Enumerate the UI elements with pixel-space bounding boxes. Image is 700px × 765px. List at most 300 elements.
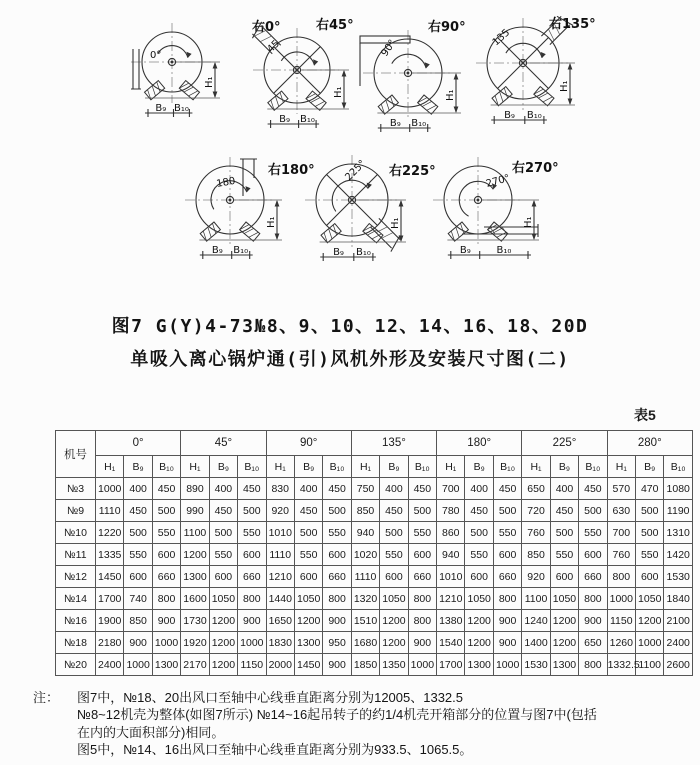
sub-header: B₉ (294, 456, 322, 478)
dim-value-cell: 1050 (380, 588, 408, 610)
inner-angle-label: 45 (265, 38, 283, 56)
dim-value-cell: 1150 (238, 654, 266, 676)
h1-dim-label: H₁ (333, 86, 344, 98)
dim-value-cell: 500 (636, 522, 664, 544)
dim-value-cell: 1080 (664, 478, 693, 500)
dim-value-cell: 2000 (266, 654, 294, 676)
b9-dim-label: B₉ (211, 245, 223, 256)
sub-header: B₉ (636, 456, 664, 478)
table-row (56, 610, 693, 632)
dim-value-cell: 1300 (152, 654, 180, 676)
dim-value-cell: 850 (351, 500, 379, 522)
dim-value-cell: 1700 (437, 654, 465, 676)
dim-value-cell: 650 (579, 632, 607, 654)
table-tag: 表5 (634, 407, 656, 423)
dim-value-cell: 1700 (96, 588, 124, 610)
dimension-table-wrapper (55, 430, 693, 676)
dim-value-cell: 750 (351, 478, 379, 500)
dim-value-cell: 1350 (380, 654, 408, 676)
sub-header: B₁₀ (238, 456, 266, 478)
dim-value-cell: 1150 (607, 610, 635, 632)
dim-value-cell: 800 (493, 588, 521, 610)
angle-group-header: 45° (181, 431, 266, 456)
dim-value-cell: 550 (636, 544, 664, 566)
dim-value-cell: 600 (408, 544, 436, 566)
model-label: №16 (56, 610, 96, 632)
notes-prefix: 注： (33, 690, 60, 705)
dim-value-cell: 1920 (181, 632, 209, 654)
dim-value-cell: 500 (124, 522, 152, 544)
sub-header: B₁₀ (493, 456, 521, 478)
dim-value-cell: 1530 (522, 654, 550, 676)
sub-header: B₁₀ (579, 456, 607, 478)
dim-value-cell: 550 (152, 522, 180, 544)
dim-value-cell: 600 (380, 566, 408, 588)
dim-value-cell: 1530 (664, 566, 693, 588)
dim-value-cell: 920 (522, 566, 550, 588)
dim-value-cell: 1050 (294, 588, 322, 610)
model-label: №3 (56, 478, 96, 500)
table-corner-header: 机号 (56, 431, 96, 478)
dim-value-cell: 2400 (96, 654, 124, 676)
fan-diagram-r180 (185, 157, 315, 259)
dim-value-cell: 1000 (238, 632, 266, 654)
dim-value-cell: 1000 (636, 632, 664, 654)
dim-value-cell: 450 (152, 478, 180, 500)
dim-value-cell: 850 (522, 544, 550, 566)
b9-dim-label: B₉ (333, 247, 344, 258)
notes-block (33, 689, 695, 759)
dim-value-cell: 400 (550, 478, 578, 500)
dim-value-cell: 1380 (437, 610, 465, 632)
dim-value-cell: 400 (465, 478, 493, 500)
dim-value-cell: 1200 (181, 544, 209, 566)
dim-value-cell: 1510 (351, 610, 379, 632)
dim-value-cell: 1000 (96, 478, 124, 500)
note-line: 在内的大面积部分)相同。 (77, 724, 225, 740)
inner-angle-label: 270° (484, 173, 512, 190)
diagram-label: 右180° (268, 163, 315, 178)
dim-value-cell: 1100 (636, 654, 664, 676)
dim-value-cell: 450 (408, 478, 436, 500)
dim-value-cell: 860 (437, 522, 465, 544)
dim-value-cell: 450 (465, 500, 493, 522)
dim-value-cell: 890 (181, 478, 209, 500)
dim-value-cell: 660 (323, 566, 351, 588)
dim-value-cell: 1110 (96, 500, 124, 522)
sub-header: H₁ (437, 456, 465, 478)
dim-value-cell: 660 (152, 566, 180, 588)
dim-value-cell: 800 (408, 588, 436, 610)
dim-value-cell: 940 (437, 544, 465, 566)
dim-value-cell: 470 (636, 478, 664, 500)
angle-group-header: 0° (96, 431, 181, 456)
h1-dim-label: H₁ (266, 216, 277, 228)
dim-value-cell: 1450 (294, 654, 322, 676)
h1-dim-label: H₁ (390, 217, 401, 229)
dim-value-cell: 630 (607, 500, 635, 522)
sub-header: H₁ (96, 456, 124, 478)
dim-value-cell: 1050 (209, 588, 237, 610)
sub-header: B₉ (550, 456, 578, 478)
model-label: №10 (56, 522, 96, 544)
dim-value-cell: 800 (408, 610, 436, 632)
dim-value-cell: 450 (550, 500, 578, 522)
dim-value-cell: 600 (294, 566, 322, 588)
dim-value-cell: 1260 (607, 632, 635, 654)
dim-value-cell: 1200 (209, 632, 237, 654)
dim-value-cell: 450 (238, 478, 266, 500)
sub-header: B₁₀ (664, 456, 693, 478)
dim-value-cell: 450 (493, 478, 521, 500)
dim-value-cell: 660 (493, 566, 521, 588)
dim-value-cell: 1850 (351, 654, 379, 676)
dim-value-cell: 760 (607, 544, 635, 566)
notes-lines (77, 689, 597, 759)
mounting-foot-icon (488, 222, 508, 241)
mounting-foot-icon (534, 87, 554, 106)
dim-value-cell: 1200 (550, 632, 578, 654)
dim-value-cell: 1650 (266, 610, 294, 632)
dim-value-cell: 550 (493, 522, 521, 544)
inner-angle-label: 135 (490, 27, 513, 49)
b10-dim-label: B₁₀ (355, 247, 371, 258)
dim-value-cell: 830 (266, 478, 294, 500)
dim-value-cell: 550 (124, 544, 152, 566)
note-line: 图7中，№18、20出风口至轴中心线垂直距离分别为12005、1332.5 (77, 690, 464, 705)
dim-value-cell: 450 (579, 478, 607, 500)
model-label: №12 (56, 566, 96, 588)
dim-value-cell: 800 (238, 588, 266, 610)
dim-value-cell: 1200 (550, 610, 578, 632)
b10-dim-label: B₁₀ (411, 118, 427, 129)
dim-value-cell: 900 (408, 632, 436, 654)
mounting-foot-icon (240, 222, 260, 241)
dim-value-cell: 900 (323, 654, 351, 676)
figure-caption-line2: 单吸入离心锅炉通(引)风机外形及安装尺寸图(二) (130, 349, 570, 370)
b9-dim-label: B₉ (389, 118, 401, 129)
dim-value-cell: 600 (465, 566, 493, 588)
dim-value-cell: 900 (323, 610, 351, 632)
mounting-foot-icon (321, 224, 341, 243)
b9-dim-label: B₉ (155, 103, 167, 114)
sub-header: B₁₀ (152, 456, 180, 478)
note-line: 图5中，№14、16出风口至轴中心线垂直距离分别为933.5、1065.5。 (77, 742, 473, 758)
dim-value-cell: 1200 (465, 632, 493, 654)
dim-value-cell: 800 (607, 566, 635, 588)
dim-value-cell: 1000 (152, 632, 180, 654)
mounting-foot-icon (418, 95, 438, 114)
dim-value-cell: 2400 (664, 632, 693, 654)
sub-header: B₉ (124, 456, 152, 478)
dim-value-cell: 1050 (550, 588, 578, 610)
inner-angle-label: 225° (343, 158, 369, 184)
diagram-label: 右0° (252, 20, 281, 35)
dim-value-cell: 600 (238, 544, 266, 566)
b9-dim-label: B₉ (504, 110, 515, 121)
dim-value-cell: 2170 (181, 654, 209, 676)
fan-diagram-r0 (131, 19, 281, 117)
dim-value-cell: 1000 (607, 588, 635, 610)
dim-value-cell: 500 (294, 522, 322, 544)
dim-value-cell: 500 (493, 500, 521, 522)
mounting-foot-icon (448, 222, 468, 241)
dim-value-cell: 2600 (664, 654, 693, 676)
dim-value-cell: 1440 (266, 588, 294, 610)
sub-header: B₉ (209, 456, 237, 478)
dim-value-cell: 900 (124, 632, 152, 654)
dim-value-cell: 800 (579, 654, 607, 676)
dim-value-cell: 450 (294, 500, 322, 522)
dim-value-cell: 570 (607, 478, 635, 500)
fan-diagram-r135 (476, 13, 596, 124)
dim-value-cell: 1300 (550, 654, 578, 676)
dim-value-cell: 900 (238, 610, 266, 632)
b10-dim-label: B₁₀ (496, 245, 512, 256)
h1-dim-label: H₁ (559, 80, 570, 92)
dim-value-cell: 1310 (664, 522, 693, 544)
dim-value-cell: 900 (493, 632, 521, 654)
table-row (56, 500, 693, 522)
dim-value-cell: 600 (209, 566, 237, 588)
dim-value-cell: 1320 (351, 588, 379, 610)
inner-angle-label: 90° (379, 37, 399, 59)
sub-header: H₁ (266, 456, 294, 478)
dim-value-cell: 1200 (209, 610, 237, 632)
b9-dim-label: B₉ (279, 114, 291, 125)
dim-value-cell: 1540 (437, 632, 465, 654)
diagram-label: 右45° (316, 18, 354, 33)
dim-value-cell: 1900 (96, 610, 124, 632)
dim-value-cell: 660 (238, 566, 266, 588)
angle-group-header: 280° (607, 431, 692, 456)
dim-value-cell: 1680 (351, 632, 379, 654)
dim-value-cell: 2180 (96, 632, 124, 654)
dim-value-cell: 550 (323, 522, 351, 544)
mounting-foot-icon (378, 95, 398, 114)
dim-value-cell: 760 (522, 522, 550, 544)
dim-value-cell: 1010 (437, 566, 465, 588)
angle-group-header: 180° (437, 431, 522, 456)
sub-header: B₁₀ (408, 456, 436, 478)
dim-value-cell: 800 (579, 588, 607, 610)
dim-value-cell: 450 (323, 478, 351, 500)
sub-header: H₁ (607, 456, 635, 478)
dim-value-cell: 1200 (380, 610, 408, 632)
dim-value-cell: 1000 (124, 654, 152, 676)
dim-value-cell: 1200 (294, 610, 322, 632)
angle-group-header: 90° (266, 431, 351, 456)
sub-header: H₁ (522, 456, 550, 478)
diagram-label: 右270° (512, 161, 559, 176)
dim-value-cell: 600 (323, 544, 351, 566)
b9-dim-label: B₉ (459, 245, 471, 256)
dim-value-cell: 1450 (96, 566, 124, 588)
dim-value-cell: 1100 (181, 522, 209, 544)
mounting-foot-icon (144, 81, 164, 100)
dim-value-cell: 720 (522, 500, 550, 522)
dim-value-cell: 1300 (465, 654, 493, 676)
angle-group-header: 135° (351, 431, 436, 456)
sub-header: H₁ (351, 456, 379, 478)
fan-diagram-r270 (433, 157, 559, 259)
dim-value-cell: 450 (380, 500, 408, 522)
dim-value-cell: 500 (323, 500, 351, 522)
dim-value-cell: 400 (380, 478, 408, 500)
dim-value-cell: 1830 (266, 632, 294, 654)
dim-value-cell: 1400 (522, 632, 550, 654)
dim-value-cell: 660 (408, 566, 436, 588)
dim-value-cell: 550 (238, 522, 266, 544)
mounting-foot-icon (492, 87, 512, 106)
dim-value-cell: 940 (351, 522, 379, 544)
h1-dim-label: H₁ (204, 76, 215, 88)
table-row (56, 654, 693, 676)
dim-value-cell: 500 (550, 522, 578, 544)
dim-value-cell: 920 (266, 500, 294, 522)
dim-value-cell: 1200 (209, 654, 237, 676)
dim-value-cell: 500 (238, 500, 266, 522)
inner-angle-label: 0° (150, 50, 162, 61)
mounting-foot-icon (179, 81, 199, 100)
dim-value-cell: 1010 (266, 522, 294, 544)
dim-value-cell: 1730 (181, 610, 209, 632)
dim-value-cell: 700 (437, 478, 465, 500)
dim-value-cell: 1190 (664, 500, 693, 522)
dim-value-cell: 400 (294, 478, 322, 500)
dim-value-cell: 550 (380, 544, 408, 566)
dim-value-cell: 1200 (465, 610, 493, 632)
sub-header: B₉ (465, 456, 493, 478)
dim-value-cell: 400 (124, 478, 152, 500)
dim-value-cell: 700 (607, 522, 635, 544)
angle-group-header: 225° (522, 431, 607, 456)
dim-value-cell: 1840 (664, 588, 693, 610)
b10-dim-label: B₁₀ (299, 114, 315, 125)
figure-caption-line1: 图7 G(Y)4-73№8、9、10、12、14、16、18、20D (111, 316, 589, 337)
dim-value-cell: 1335 (96, 544, 124, 566)
dim-value-cell: 740 (124, 588, 152, 610)
dim-value-cell: 600 (579, 544, 607, 566)
dim-value-cell: 1050 (636, 588, 664, 610)
dim-value-cell: 800 (323, 588, 351, 610)
dim-value-cell: 1300 (294, 632, 322, 654)
h1-dim-label: H₁ (445, 89, 456, 101)
dim-value-cell: 500 (152, 500, 180, 522)
dim-value-cell: 1100 (522, 588, 550, 610)
dim-value-cell: 990 (181, 500, 209, 522)
inner-angle-label: 180 (215, 175, 237, 190)
dim-value-cell: 1210 (266, 566, 294, 588)
table-row (56, 478, 693, 500)
dim-value-cell: 550 (465, 544, 493, 566)
dimension-table (55, 430, 693, 676)
h1-dim-label: H₁ (523, 216, 534, 228)
model-label: №9 (56, 500, 96, 522)
fan-diagram-r225 (305, 155, 436, 261)
dim-value-cell: 500 (465, 522, 493, 544)
table-row (56, 522, 693, 544)
dim-value-cell: 1050 (465, 588, 493, 610)
dim-value-cell: 600 (152, 544, 180, 566)
dim-value-cell: 1000 (493, 654, 521, 676)
dim-value-cell: 500 (579, 500, 607, 522)
model-label: №18 (56, 632, 96, 654)
dim-value-cell: 2100 (664, 610, 693, 632)
dim-value-cell: 1110 (266, 544, 294, 566)
diagram-label: 右135° (549, 17, 596, 32)
dim-value-cell: 450 (124, 500, 152, 522)
dim-value-cell: 500 (408, 500, 436, 522)
dim-value-cell: 900 (493, 610, 521, 632)
dim-value-cell: 1200 (636, 610, 664, 632)
dim-value-cell: 1110 (351, 566, 379, 588)
dim-value-cell: 550 (579, 522, 607, 544)
diagram-label: 右90° (428, 20, 466, 35)
dim-value-cell: 1020 (351, 544, 379, 566)
dim-value-cell: 850 (124, 610, 152, 632)
note-line: №8~12机壳为整体(如图7所示) №14~16起吊转子的约1/4机壳开箱部分的位置与图7中(包括 (77, 707, 597, 723)
dim-value-cell: 1300 (181, 566, 209, 588)
dim-value-cell: 1210 (437, 588, 465, 610)
dim-value-cell: 600 (636, 566, 664, 588)
model-label: №11 (56, 544, 96, 566)
table-row (56, 588, 693, 610)
dim-value-cell: 600 (550, 566, 578, 588)
dim-value-cell: 500 (636, 500, 664, 522)
fan-diagram-r90 (360, 19, 466, 132)
dim-value-cell: 550 (550, 544, 578, 566)
sub-header: H₁ (181, 456, 209, 478)
dim-value-cell: 400 (209, 478, 237, 500)
dim-value-cell: 900 (579, 610, 607, 632)
mounting-foot-icon (268, 91, 288, 110)
dim-value-cell: 1200 (380, 632, 408, 654)
dim-value-cell: 600 (493, 544, 521, 566)
sub-header: B₁₀ (323, 456, 351, 478)
dim-value-cell: 1600 (181, 588, 209, 610)
dim-value-cell: 500 (380, 522, 408, 544)
dim-value-cell: 1000 (408, 654, 436, 676)
dim-value-cell: 1332.5 (607, 654, 635, 676)
dim-value-cell: 900 (152, 610, 180, 632)
mounting-foot-icon (363, 224, 383, 243)
fan-orientation-diagrams (0, 0, 700, 300)
dim-value-cell: 550 (294, 544, 322, 566)
model-label: №14 (56, 588, 96, 610)
dim-value-cell: 550 (209, 544, 237, 566)
dim-value-cell: 500 (209, 522, 237, 544)
b10-dim-label: B₁₀ (173, 103, 189, 114)
dim-value-cell: 550 (408, 522, 436, 544)
model-label: №20 (56, 654, 96, 676)
dim-value-cell: 800 (152, 588, 180, 610)
table-row (56, 632, 693, 654)
dim-value-cell: 1220 (96, 522, 124, 544)
b10-dim-label: B₁₀ (233, 245, 249, 256)
table-row (56, 566, 693, 588)
mounting-foot-icon (200, 222, 220, 241)
sub-header: B₉ (380, 456, 408, 478)
dim-value-cell: 650 (522, 478, 550, 500)
diagram-label: 右225° (389, 164, 436, 179)
dim-value-cell: 1420 (664, 544, 693, 566)
dim-value-cell: 450 (209, 500, 237, 522)
b10-dim-label: B₁₀ (526, 110, 542, 121)
dim-value-cell: 600 (124, 566, 152, 588)
dim-value-cell: 1240 (522, 610, 550, 632)
mounting-foot-icon (306, 91, 326, 110)
